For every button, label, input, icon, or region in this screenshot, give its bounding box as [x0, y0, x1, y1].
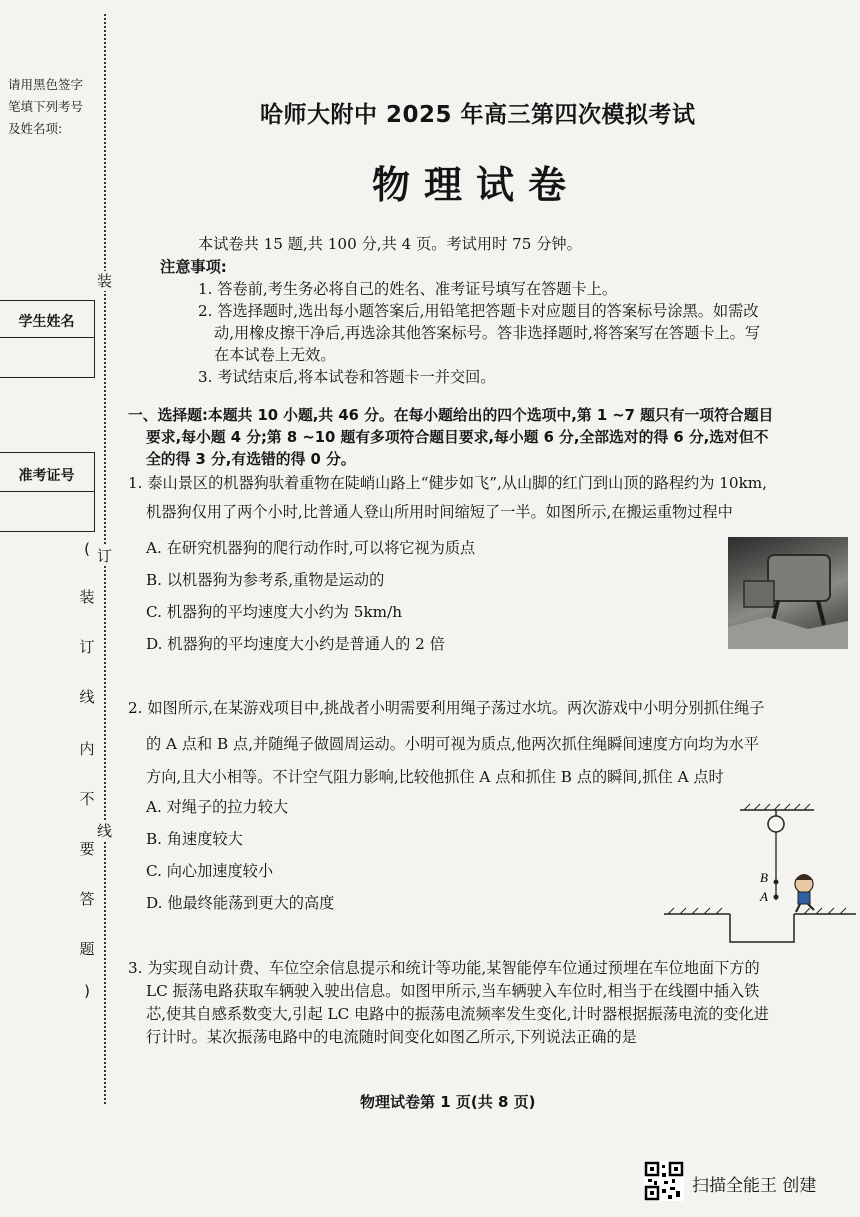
notice-item: 动,用橡皮擦干净后,再选涂其他答案标号。答非选择题时,将答案写在答题卡上。写: [214, 324, 761, 342]
notice-item: 3. 考试结束后,将本试卷和答题卡一并交回。: [198, 368, 496, 386]
robot-dog-photo: [728, 537, 848, 649]
notice-char: 题: [79, 940, 95, 958]
question-stem: 2. 如图所示,在某游戏项目中,挑战者小明需要利用绳子荡过水坑。两次游戏中小明分别抓住绳子: [128, 699, 765, 717]
question-stem: 机器狗仅用了两个小时,比普通人登山所用时间缩短了一半。如图所示,在搬运重物过程中: [146, 503, 733, 521]
notice-char: 不: [79, 790, 95, 808]
school-title: 哈师大附中 2025 年高三第四次模拟考试: [260, 102, 696, 128]
boy-figure: [795, 874, 814, 912]
notice-char: (: [84, 540, 90, 558]
student-name-box[interactable]: [0, 300, 95, 378]
notice-char: 内: [79, 740, 95, 758]
option-b: B. 角速度较大: [146, 830, 243, 848]
notice-char: 装: [79, 588, 95, 606]
paper-title: 物理试卷: [372, 163, 581, 207]
option-d: D. 他最终能荡到更大的高度: [146, 894, 335, 912]
exam-id-label: 准考证号: [18, 468, 75, 484]
notice-char: ): [84, 982, 90, 1000]
notice-item: 1. 答卷前,考生务必将自己的姓名、准考证号填写在答题卡上。: [198, 280, 618, 298]
margin-note: [8, 74, 98, 140]
option-a: A. 在研究机器狗的爬行动作时,可以将它视为质点: [146, 539, 476, 557]
section-heading: 全的得 3 分,有选错的得 0 分。: [146, 451, 356, 468]
notice-item: 2. 答选择题时,选出每小题答案后,用铅笔把答题卡对应题目的答案标号涂黑。如需改: [198, 302, 759, 320]
question-stem: LC 振荡电路获取车辆驶入驶出信息。如图甲所示,当车辆驶入车位时,相当于在线圈中插入铁: [146, 982, 760, 1000]
question-stem: 芯,使其自感系数变大,引起 LC 电路中的振荡电流频率发生变化,计时器根据振荡电流的变化进: [146, 1005, 769, 1023]
point-b-label: B: [760, 870, 768, 885]
qr-code-icon: [644, 1161, 684, 1201]
box-divider: [0, 491, 94, 492]
section-heading: 一、选择题:本题共 10 小题,共 46 分。在每小题给出的四个选项中,第 1 ~7 题只有一项符合题目: [128, 407, 774, 424]
point-a-label: A: [760, 889, 768, 904]
box-divider: [0, 337, 94, 338]
notice-item: 在本试卷上无效。: [214, 346, 336, 364]
binding-mark-ding: 订: [97, 547, 113, 565]
option-b: B. 以机器狗为参考系,重物是运动的: [146, 571, 385, 589]
robot-dog-image: [728, 537, 848, 649]
page-footer: 物理试卷第 1 页(共 8 页): [360, 1093, 536, 1111]
notice-title: 注意事项:: [160, 258, 227, 276]
notice-char: 要: [79, 840, 95, 858]
question-stem: 1. 泰山景区的机器狗驮着重物在陡峭山路上“健步如飞”,从山脚的红门到山顶的路程约为 10km,: [128, 474, 768, 492]
margin-note-line: 请用黑色签字: [8, 77, 84, 92]
margin-note-line: 及姓名项:: [8, 121, 63, 136]
swing-diagram: [664, 802, 856, 952]
question-stem: 方向,且大小相等。不计空气阻力影响,比较他抓住 A 点和抓住 B 点的瞬间,抓住 A 点时: [146, 768, 724, 786]
option-c: C. 向心加速度较小: [146, 862, 274, 880]
question-stem: 行计时。某次振荡电路中的电流随时间变化如图乙所示,下列说法正确的是: [146, 1028, 637, 1046]
section-heading: 要求,每小题 4 分;第 8 ~10 题有多项符合题目要求,每小题 6 分,全部选对的得 6 分,选对但不: [146, 429, 769, 446]
question-stem: 3. 为实现自动计费、车位空余信息提示和统计等功能,某智能停车位通过预埋在车位地面下方的: [128, 959, 760, 977]
option-c: C. 机器狗的平均速度大小约为 5km/h: [146, 603, 402, 621]
binding-mark-zhuang: 装: [97, 272, 113, 290]
margin-note-line: 笔填下列考号: [8, 99, 84, 114]
binding-mark-xian: 线: [97, 822, 113, 840]
option-a: A. 对绳子的拉力较大: [146, 798, 289, 816]
option-d: D. 机器狗的平均速度大小约是普通人的 2 倍: [146, 635, 445, 653]
notice-char: 线: [79, 688, 95, 706]
student-name-label: 学生姓名: [18, 314, 75, 330]
notice-char: 订: [79, 638, 95, 656]
exam-summary: 本试卷共 15 题,共 100 分,共 4 页。考试用时 75 分钟。: [198, 235, 582, 253]
exam-id-box[interactable]: [0, 452, 95, 532]
scanner-watermark: 扫描全能王 创建: [692, 1176, 817, 1196]
question-stem: 的 A 点和 B 点,并随绳子做圆周运动。小明可视为质点,他两次抓住绳瞬间速度方向均为水平: [146, 735, 760, 753]
notice-char: 答: [79, 890, 95, 908]
